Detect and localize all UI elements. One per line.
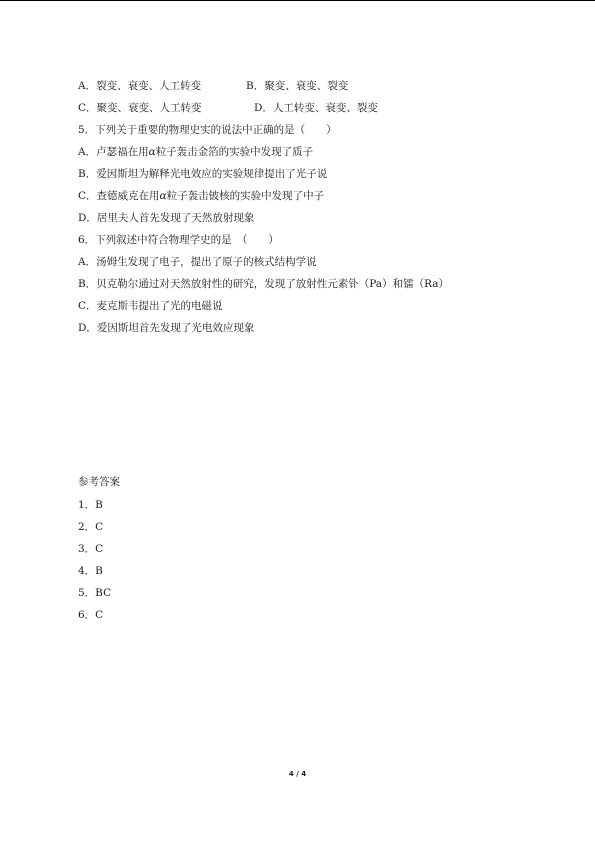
q6-option-b: B．贝克勒尔通过对天然放射性的研究，发现了放射性元素钋（Pa）和镭（Ra） [78,278,449,290]
answers-title: 参考答案 [78,476,120,488]
page-number: 4 / 4 [288,770,307,778]
q5-option-a-text-1: A．卢瑟福在用 [78,146,149,158]
q5-option-b: B．爱因斯坦为解释光电效应的实验规律提出了光子说 [78,168,328,180]
alpha-symbol: α [148,146,156,158]
q5-option-d: D．居里夫人首先发现了天然放射现象 [78,212,255,224]
q6-option-c: C．麦克斯韦提出了光的电磁说 [78,300,223,312]
answer-item: 1．B [78,499,103,511]
q5-option-a-text-2: 粒子轰击金箔的实验中发现了质子 [155,146,314,158]
q5-option-c [78,189,324,203]
answer-item: 2．C [78,521,104,533]
q5-option-c-text-1: C．查德威克在用 [78,190,160,202]
q6-stem: 6．下列叙述中符合物理学史的是 （ ） [78,234,279,246]
alpha-symbol: α [159,190,167,202]
q4-option-a: A．裂变、衰变、人工转变 [78,80,202,92]
q4-option-b: B．聚变、衰变、裂变 [246,80,349,92]
answer-item: 6．C [78,609,104,621]
q5-stem: 5．下列关于重要的物理史实的说法中正确的是（ ） [78,124,337,136]
q6-option-a: A．汤姆生发现了电子，提出了原子的核式结构学说 [78,256,317,268]
q4-option-d: D．人工转变、衰变、裂变 [254,102,378,114]
answer-item: 3．C [78,543,104,555]
q5-option-a [78,145,313,159]
q4-options-row-1 [78,79,348,93]
q5-option-c-text-2: 粒子轰击铍核的实验中发现了中子 [166,190,325,202]
header-rule [0,0,595,1]
answer-item: 4．B [78,565,103,577]
answer-item: 5．BC [78,587,112,599]
q6-option-d: D．爱因斯坦首先发现了光电效应现象 [78,322,255,334]
q4-options-row-2 [78,101,378,115]
q4-option-c: C．聚变、衰变、人工转变 [78,102,202,114]
